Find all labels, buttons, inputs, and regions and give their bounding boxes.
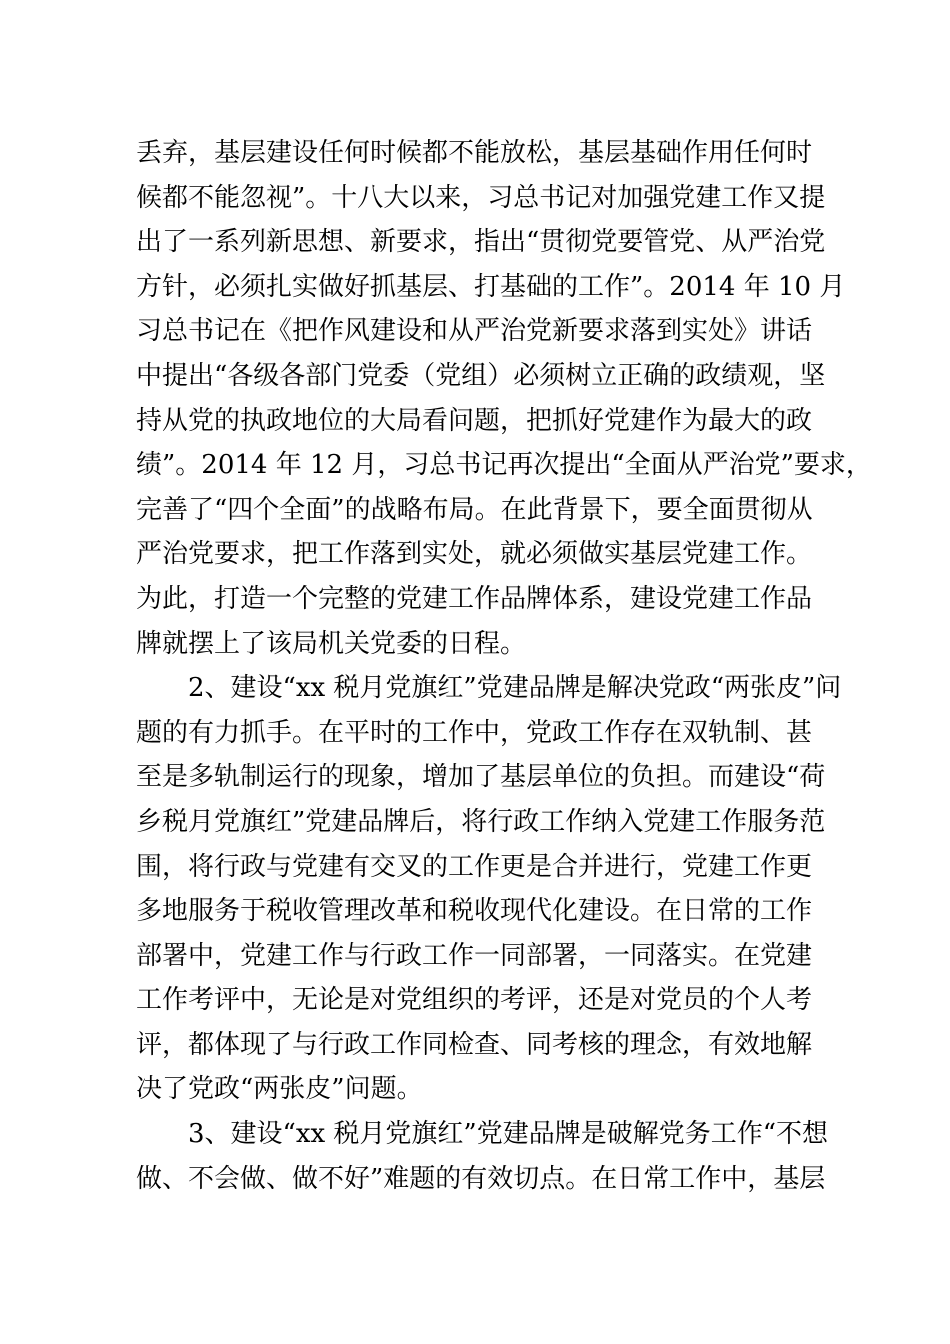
paragraph-1-line: 候都不能忽视”。十八大以来，习总书记对加强党建工作又提 [136, 182, 826, 213]
paragraph-3-line: 做、不会做、做不好”难题的有效切点。在日常工作中，基层 [136, 1163, 826, 1194]
paragraph-1-line: 方针，必须扎实做好抓基层、打基础的工作”。2014 年 10 月 [136, 271, 846, 302]
paragraph-1-line: 牌就摆上了该局机关党委的日程。 [136, 628, 527, 659]
paragraph-1 [136, 131, 872, 666]
paragraph-2 [136, 666, 842, 1112]
paragraph-2-line: 部署中，党建工作与行政工作一同部署，一同落实。在党建 [136, 940, 813, 971]
paragraph-2-line: 乡税月党旗红”党建品牌后，将行政工作纳入党建工作服务范 [136, 806, 826, 837]
paragraph-1-line: 完善了“四个全面”的战略布局。在此背景下，要全面贯彻从 [136, 494, 813, 525]
paragraph-1-line: 持从党的执政地位的大局看问题，把抓好党建作为最大的政 [136, 405, 813, 436]
paragraph-2-line: 围，将行政与党建有交叉的工作更是合并进行，党建工作更 [136, 851, 813, 882]
document-body [136, 131, 872, 1201]
paragraph-3-line: 3、建设“xx 税月党旗红”党建品牌是破解党务工作“不想 [188, 1119, 829, 1150]
paragraph-2-line: 2、建设“xx 税月党旗红”党建品牌是解决党政“两张皮”问 [188, 673, 842, 704]
paragraph-1-line: 绩”。2014 年 12 月，习总书记再次提出“全面从严治党”要求， [136, 450, 872, 481]
paragraph-1-line: 丢弃，基层建设任何时候都不能放松，基层基础作用任何时 [136, 138, 813, 168]
paragraph-2-line: 工作考评中，无论是对党组织的考评，还是对党员的个人考 [136, 985, 813, 1016]
paragraph-1-line: 为此，打造一个完整的党建工作品牌体系，建设党建工作品 [136, 583, 813, 614]
paragraph-2-line: 多地服务于税收管理改革和税收现代化建设。在日常的工作 [136, 896, 813, 927]
paragraph-3 [136, 1112, 829, 1201]
paragraph-1-line: 出了一系列新思想、新要求，指出“贯彻党要管党、从严治党 [136, 227, 826, 258]
paragraph-2-line: 评，都体现了与行政工作同检查、同考核的理念，有效地解 [136, 1029, 813, 1060]
paragraph-1-line: 习总书记在《把作风建设和从严治党新要求落到实处》讲话 [136, 316, 813, 347]
paragraph-1-line: 严治党要求，把工作落到实处，就必须做实基层党建工作。 [136, 539, 813, 570]
paragraph-2-line: 至是多轨制运行的现象，增加了基层单位的负担。而建设“荷 [136, 762, 826, 793]
paragraph-1-line: 中提出“各级各部门党委（党组）必须树立正确的政绩观，坚 [136, 360, 826, 391]
paragraph-2-line: 决了党政“两张皮”问题。 [136, 1074, 423, 1105]
paragraph-2-line: 题的有力抓手。在平时的工作中，党政工作存在双轨制、甚 [136, 717, 813, 748]
